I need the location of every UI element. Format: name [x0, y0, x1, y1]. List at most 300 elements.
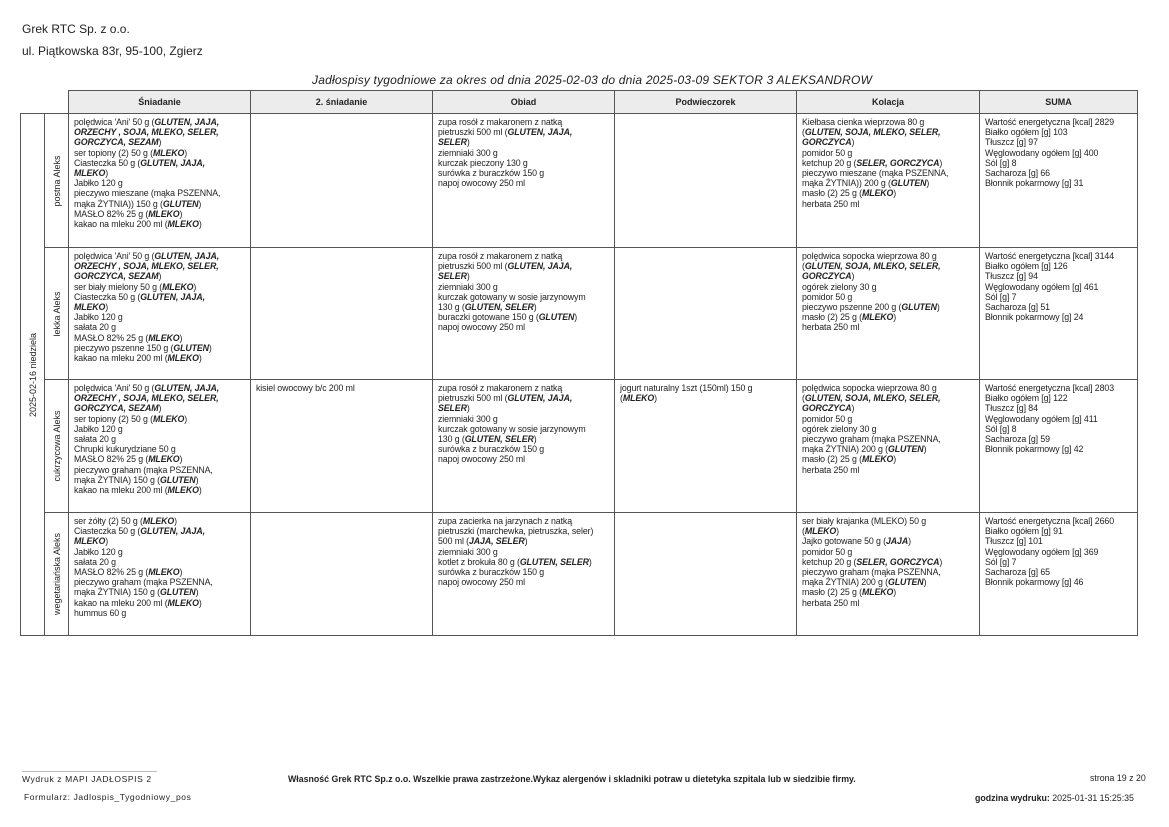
meal-line: [802, 557, 975, 567]
meal-text: pieczywo graham (mąka PSZENNA,: [802, 567, 941, 578]
allergen-text: GLUTEN, JAJA,: [507, 127, 573, 138]
meal-text: pieczywo pszenne 200 g (: [802, 302, 902, 313]
meal-cell-kolacja: [797, 380, 980, 513]
meal-line: [74, 178, 246, 188]
meal-line: [802, 414, 975, 424]
meal-line: [985, 168, 1133, 178]
meal-line: [802, 587, 975, 597]
meal-cell-kolacja: [797, 248, 980, 380]
meal-cell-suma: [980, 380, 1138, 513]
meal-line: [438, 251, 610, 261]
meal-line: [74, 393, 246, 403]
meal-line: [985, 434, 1133, 444]
meal-text: surówka z buraczków 150 g: [438, 444, 545, 455]
meal-text: Tłuszcz [g] 84: [985, 403, 1038, 414]
meal-text: ): [908, 536, 911, 547]
meal-line: [74, 251, 246, 261]
meal-line: [74, 127, 246, 137]
footer-divider: [22, 771, 157, 772]
meal-text: Wartość energetyczna [kcal] 2829: [985, 117, 1114, 127]
meal-cell-podwieczorek: [615, 114, 797, 248]
meal-line: [74, 333, 246, 343]
meal-cell-podwieczorek: [615, 513, 797, 636]
meal-cell-drugie-sniadanie: [251, 513, 433, 636]
meal-line: [74, 302, 246, 312]
allergen-text: GLUTEN, SOJA, MLEKO, SELER,: [804, 393, 941, 404]
meal-line: [74, 567, 246, 577]
meal-text: Tłuszcz [g] 101: [985, 536, 1043, 547]
meal-line: [438, 292, 610, 302]
page-number: strona 19 z 20: [1090, 773, 1146, 783]
meal-line: [802, 536, 975, 546]
diet-label: postna Aleks: [51, 154, 62, 207]
meal-line: [620, 383, 792, 393]
meal-text: ): [193, 281, 197, 292]
meal-line: [802, 516, 975, 526]
allergen-text: MLEKO: [167, 597, 199, 608]
meal-line: [802, 526, 975, 536]
meal-line: [802, 178, 975, 188]
meal-text: ): [936, 302, 940, 313]
meal-line: [438, 434, 610, 444]
allergen-text: MLEKO: [167, 219, 199, 230]
meal-line: [438, 557, 610, 567]
meal-text: ): [939, 157, 943, 168]
meal-text: Ciasteczka 50 g (: [74, 291, 141, 302]
meal-text: herbata 250 ml: [802, 198, 860, 209]
meal-text: kakao na mleku 200 ml (: [74, 597, 168, 608]
meal-text: zupa rosół z makaronem z natką: [438, 251, 563, 261]
meal-line: [438, 322, 610, 332]
meal-text: ziemniaki 300 g: [438, 281, 498, 292]
meal-text: ): [179, 332, 183, 343]
allergen-text: MLEKO: [148, 454, 180, 465]
meal-text: napoj owocowy 250 ml: [438, 178, 525, 189]
meal-line: [802, 199, 975, 209]
meal-text: pomidor 50 g: [802, 546, 853, 557]
meal-line: [438, 168, 610, 178]
meal-text: herbata 250 ml: [802, 322, 860, 333]
meal-line: [74, 526, 246, 536]
meal-text: mąka ŻYTNIA) 150 g (: [74, 474, 160, 485]
meal-text: ser topiony (2) 50 g (: [74, 413, 153, 424]
meal-line: [438, 312, 610, 322]
meal-text: ): [158, 137, 162, 148]
meal-text: kisiel owocowy b/c 200 ml: [256, 383, 355, 393]
meal-line: [802, 251, 975, 261]
footer-program: Wydruk z MAPI JADŁOSPIS 2: [22, 774, 152, 784]
meal-line: [985, 261, 1133, 271]
allergen-text: GLUTEN: [160, 587, 196, 598]
meal-text: zupa zacierka na jarzynach z natką: [438, 516, 573, 526]
meal-text: Tłuszcz [g] 97: [985, 137, 1038, 148]
meal-line: [256, 383, 428, 393]
meal-text: polędwica 'Ani' 50 g (: [74, 251, 155, 261]
meal-line: [438, 516, 610, 526]
meal-cell-drugie-sniadanie: [251, 114, 433, 248]
meal-line: [985, 292, 1133, 302]
meal-text: pieczywo graham (mąka PSZENNA,: [802, 434, 941, 445]
meal-text: ): [195, 587, 199, 598]
meal-text: herbata 250 ml: [802, 464, 860, 475]
meal-line: [438, 424, 610, 434]
meal-text: pietruszki (marchewka, pietruszka, seler): [438, 526, 594, 537]
meal-text: MASŁO 82% 25 g (: [74, 454, 149, 465]
meal-line: [74, 475, 246, 485]
allergen-text: MLEKO: [152, 413, 185, 424]
menu-row: [21, 114, 1138, 248]
meal-line: [985, 137, 1133, 147]
meal-line: [802, 383, 975, 393]
meal-text: kurczak pieczony 130 g: [438, 157, 528, 168]
allergen-text: SELER, GORCZYCA: [856, 556, 940, 567]
meal-text: ): [184, 413, 188, 424]
meal-line: [985, 178, 1133, 188]
meal-text: (: [802, 127, 805, 138]
meal-text: ketchup 20 g (: [802, 157, 857, 168]
meal-line: [74, 465, 246, 475]
meal-line: [985, 117, 1133, 127]
meal-cell-sniadanie: [69, 513, 251, 636]
meal-text: Błonnik pokarmowy [g] 42: [985, 444, 1084, 455]
meal-text: Sól [g] 7: [985, 556, 1017, 567]
meal-text: napoj owocowy 250 ml: [438, 454, 525, 465]
meal-line: [985, 526, 1133, 536]
meal-line: [802, 434, 975, 444]
meal-text: Błonnik pokarmowy [g] 46: [985, 577, 1084, 588]
meal-line: [802, 577, 975, 587]
meal-text: Jajko gotowane 50 g (: [802, 536, 886, 547]
meal-text: ): [893, 312, 897, 323]
meal-line: [985, 302, 1133, 312]
allergen-text: SELER: [438, 137, 467, 148]
header-spacer-date: [21, 91, 45, 114]
meal-line: [802, 117, 975, 127]
print-time-label: godzina wydruku:: [975, 793, 1050, 803]
meal-text: pietruszki 500 ml (: [438, 393, 508, 404]
meal-text: polędwica 'Ani' 50 g (: [74, 117, 155, 127]
meal-text: ): [851, 137, 855, 148]
meal-text: Sól [g] 8: [985, 157, 1017, 168]
meal-cell-suma: [980, 513, 1138, 636]
meal-text: hummus 60 g: [74, 607, 127, 618]
meal-line: [74, 485, 246, 495]
meal-line: [985, 403, 1133, 413]
meal-text: zupa rosół z makaronem z natką: [438, 117, 563, 127]
meal-text: napoj owocowy 250 ml: [438, 577, 525, 588]
diet-label: wegetariańska Aleks: [51, 532, 62, 616]
meal-text: 130 g (: [438, 434, 465, 445]
meal-text: ): [179, 208, 183, 219]
meal-text: ): [174, 516, 177, 526]
allergen-text: GORCZYCA: [802, 137, 852, 148]
meal-line: [438, 137, 610, 147]
menu-row: [21, 380, 1138, 513]
allergen-text: SELER, GORCZYCA: [856, 157, 940, 168]
meal-text: polędwica 'Ani' 50 g (: [74, 383, 155, 393]
meal-text: kotlet z brokuła 80 g (: [438, 556, 520, 567]
meal-text: zupa rosół z makaronem z natką: [438, 383, 563, 393]
allergen-text: GLUTEN: [162, 198, 199, 209]
diet-cell: [45, 513, 69, 636]
meal-line: [985, 127, 1133, 137]
meal-line: [74, 282, 246, 292]
meal-text: ): [198, 198, 202, 209]
meal-text: kakao na mleku 200 ml (: [74, 353, 168, 364]
meal-line: [802, 454, 975, 464]
meal-line: [438, 393, 610, 403]
meal-text: MASŁO 82% 25 g (: [74, 332, 149, 343]
meal-text: ): [198, 597, 202, 608]
meal-line: [74, 587, 246, 597]
allergen-text: GLUTEN: [890, 178, 927, 189]
meal-line: [74, 424, 246, 434]
meal-text: pieczywo pszenne 150 g (: [74, 342, 174, 353]
meal-text: Sacharoza [g] 51: [985, 302, 1050, 313]
meal-text: ziemniaki 300 g: [438, 147, 498, 158]
meal-text: Białko ogółem [g] 126: [985, 261, 1068, 272]
company-address: ul. Piątkowska 83r, 95-100, Zgierz: [22, 44, 203, 58]
meal-text: Węglowodany ogółem [g] 400: [985, 147, 1099, 158]
meal-text: 500 ml (: [438, 536, 469, 547]
meal-text: polędwica sopocka wieprzowa 80 g: [802, 383, 937, 393]
meal-line: [74, 353, 246, 363]
meal-line: [802, 261, 975, 271]
allergen-text: MLEKO: [148, 567, 180, 578]
meal-text: ): [893, 188, 897, 199]
meal-text: pomidor 50 g: [802, 147, 853, 158]
meal-text: pomidor 50 g: [802, 413, 853, 424]
meal-text: ): [105, 168, 109, 179]
meal-text: Sacharoza [g] 66: [985, 168, 1050, 179]
meal-line: [74, 219, 246, 229]
meal-text: ser topiony (2) 50 g (: [74, 147, 153, 158]
meal-line: [985, 567, 1133, 577]
meal-text: MASŁO 82% 25 g (: [74, 208, 149, 219]
meal-text: Węglowodany ogółem [g] 411: [985, 413, 1098, 424]
meal-text: ): [105, 536, 109, 547]
allergen-text: JAJA, SELER: [468, 536, 525, 547]
meal-cell-kolacja: [797, 513, 980, 636]
meal-text: Sacharoza [g] 65: [985, 567, 1050, 578]
meal-text: ): [179, 567, 183, 578]
allergen-text: GLUTEN: [901, 302, 937, 313]
meal-line: [802, 271, 975, 281]
menu-row: [21, 248, 1138, 380]
meal-text: masło (2) 25 g (: [802, 312, 862, 323]
meal-cell-obiad: [433, 513, 615, 636]
meal-text: mąka ŻYTNIA) 200 g (: [802, 444, 888, 455]
meal-text: ziemniaki 300 g: [438, 546, 498, 557]
allergen-text: ORZECHY , SOJA, MLEKO, SELER,: [74, 393, 219, 404]
meal-line: [74, 168, 246, 178]
allergen-text: MLEKO: [74, 302, 106, 313]
meal-text: herbata 250 ml: [802, 597, 860, 608]
meal-line: [802, 598, 975, 608]
meal-text: ser biały mielony 50 g (: [74, 281, 163, 292]
column-header-podwieczorek: Podwieczorek: [615, 91, 797, 114]
allergen-text: GLUTEN, SELER: [464, 434, 534, 445]
meal-line: [74, 209, 246, 219]
diet-cell: [45, 248, 69, 380]
meal-line: [74, 148, 246, 158]
meal-text: Tłuszcz [g] 94: [985, 271, 1038, 282]
allergen-text: MLEKO: [622, 393, 655, 404]
meal-text: Chrupki kukurydziane 50 g: [74, 444, 176, 455]
allergen-text: GLUTEN: [538, 312, 575, 323]
meal-line: [802, 547, 975, 557]
meal-line: [985, 414, 1133, 424]
meal-text: Jabłko 120 g: [74, 546, 123, 557]
meal-line: [438, 282, 610, 292]
meal-text: Jabłko 120 g: [74, 423, 123, 434]
meal-line: [438, 414, 610, 424]
meal-text: ziemniaki 300 g: [438, 413, 498, 424]
allergen-text: GLUTEN: [888, 577, 924, 588]
meal-line: [985, 557, 1133, 567]
meal-line: [438, 178, 610, 188]
allergen-text: GORCZYCA, SEZAM: [74, 403, 159, 414]
allergen-text: MLEKO: [74, 168, 106, 179]
allergen-text: GLUTEN, JAJA,: [154, 251, 220, 261]
meal-text: ): [939, 556, 943, 567]
meal-text: ): [208, 342, 212, 353]
print-time: [975, 793, 1134, 803]
meal-cell-suma: [980, 248, 1138, 380]
meal-text: mąka ŻYTNIA)) 200 g (: [802, 178, 891, 189]
meal-text: kurczak gotowany w sosie jarzynowym: [438, 423, 586, 434]
meal-cell-sniadanie: [69, 248, 251, 380]
diet-label: cukrzycowa Aleks: [51, 410, 62, 482]
meal-text: ): [105, 302, 109, 313]
meal-text: ): [466, 271, 470, 282]
meal-line: [802, 312, 975, 322]
meal-text: Jabłko 120 g: [74, 178, 123, 189]
meal-text: ): [574, 312, 578, 323]
allergen-text: GLUTEN, JAJA,: [140, 157, 205, 168]
meal-line: [802, 567, 975, 577]
meal-text: Ciasteczka 50 g (: [74, 157, 141, 168]
allergen-text: GLUTEN, SOJA, MLEKO, SELER,: [804, 127, 941, 138]
meal-text: sałata 20 g: [74, 322, 116, 333]
meal-line: [74, 261, 246, 271]
meal-line: [438, 403, 610, 413]
allergen-text: GLUTEN: [888, 444, 924, 455]
column-header-suma: SUMA: [980, 91, 1138, 114]
meal-text: Białko ogółem [g] 103: [985, 127, 1068, 138]
meal-text: mąka ŻYTNIA) 150 g (: [74, 587, 160, 598]
meal-line: [802, 292, 975, 302]
meal-text: surówka z buraczków 150 g: [438, 567, 545, 578]
meal-text: ketchup 20 g (: [802, 556, 857, 567]
meal-text: Błonnik pokarmowy [g] 24: [985, 312, 1084, 323]
meal-text: Węglowodany ogółem [g] 369: [985, 546, 1099, 557]
meal-text: MASŁO 82% 25 g (: [74, 567, 149, 578]
meal-text: ): [466, 137, 470, 148]
meal-line: [985, 424, 1133, 434]
meal-text: ): [158, 271, 162, 282]
meal-line: [74, 117, 246, 127]
column-header-kolacja: Kolacja: [797, 91, 980, 114]
meal-text: ): [893, 587, 897, 598]
meal-text: ): [195, 474, 199, 485]
meal-text: pieczywo mieszane (mąka PSZENNA,: [802, 168, 949, 179]
meal-text: napoj owocowy 250 ml: [438, 322, 525, 333]
meal-text: (: [620, 393, 623, 404]
allergen-text: GLUTEN, JAJA,: [140, 526, 205, 537]
meal-text: mąka ŻYTNIA) 200 g (: [802, 577, 888, 588]
meal-text: Sól [g] 7: [985, 291, 1017, 302]
meal-text: masło (2) 25 g (: [802, 587, 862, 598]
date-label: 2025-02-16 niedziela: [27, 332, 38, 417]
meal-text: Węglowodany ogółem [g] 461: [985, 281, 1099, 292]
meal-line: [985, 516, 1133, 526]
meal-line: [985, 577, 1133, 587]
allergen-text: GLUTEN, JAJA,: [507, 393, 573, 404]
meal-line: [985, 383, 1133, 393]
allergen-text: MLEKO: [167, 485, 199, 496]
diet-label: lekka Aleks: [51, 290, 62, 337]
meal-line: [802, 322, 975, 332]
meal-line: [802, 302, 975, 312]
meal-line: [74, 547, 246, 557]
meal-text: ): [184, 147, 188, 158]
meal-text: ): [926, 178, 930, 189]
allergen-text: GORCZYCA: [802, 271, 852, 282]
allergen-text: MLEKO: [142, 516, 175, 526]
meal-line: [438, 302, 610, 312]
meal-text: pieczywo mieszane (mąka PSZENNA,: [74, 188, 221, 199]
meal-line: [74, 403, 246, 413]
meal-text: kakao na mleku 200 ml (: [74, 485, 168, 496]
meal-text: mąka ŻYTNIA)) 150 g (: [74, 198, 163, 209]
meal-line: [74, 577, 246, 587]
meal-text: jogurt naturalny 1szt (150ml) 150 g: [620, 383, 753, 393]
meal-line: [74, 536, 246, 546]
meal-cell-drugie-sniadanie: [251, 248, 433, 380]
meal-line: [620, 393, 792, 403]
allergen-text: MLEKO: [862, 454, 894, 465]
meal-line: [74, 608, 246, 618]
allergen-text: MLEKO: [862, 188, 894, 199]
meal-line: [985, 158, 1133, 168]
meal-line: [985, 547, 1133, 557]
meal-line: [802, 465, 975, 475]
meal-line: [802, 188, 975, 198]
meal-line: [438, 261, 610, 271]
meal-line: [438, 577, 610, 587]
meal-line: [438, 127, 610, 137]
allergen-text: MLEKO: [74, 536, 106, 547]
meal-text: Wartość energetyczna [kcal] 2660: [985, 516, 1114, 526]
meal-text: (: [802, 393, 805, 404]
meal-cell-sniadanie: [69, 114, 251, 248]
meal-text: ): [158, 403, 162, 414]
meal-line: [74, 434, 246, 444]
meal-cell-podwieczorek: [615, 380, 797, 513]
allergen-text: GLUTEN, JAJA,: [154, 383, 220, 393]
meal-line: [74, 158, 246, 168]
diet-cell: [45, 114, 69, 248]
meal-line: [74, 199, 246, 209]
meal-line: [802, 137, 975, 147]
meal-text: ): [923, 577, 927, 588]
meal-line: [438, 158, 610, 168]
meal-cell-obiad: [433, 114, 615, 248]
meal-line: [74, 516, 246, 526]
allergen-text: GLUTEN, SELER: [519, 556, 589, 567]
meal-text: ): [851, 403, 855, 414]
